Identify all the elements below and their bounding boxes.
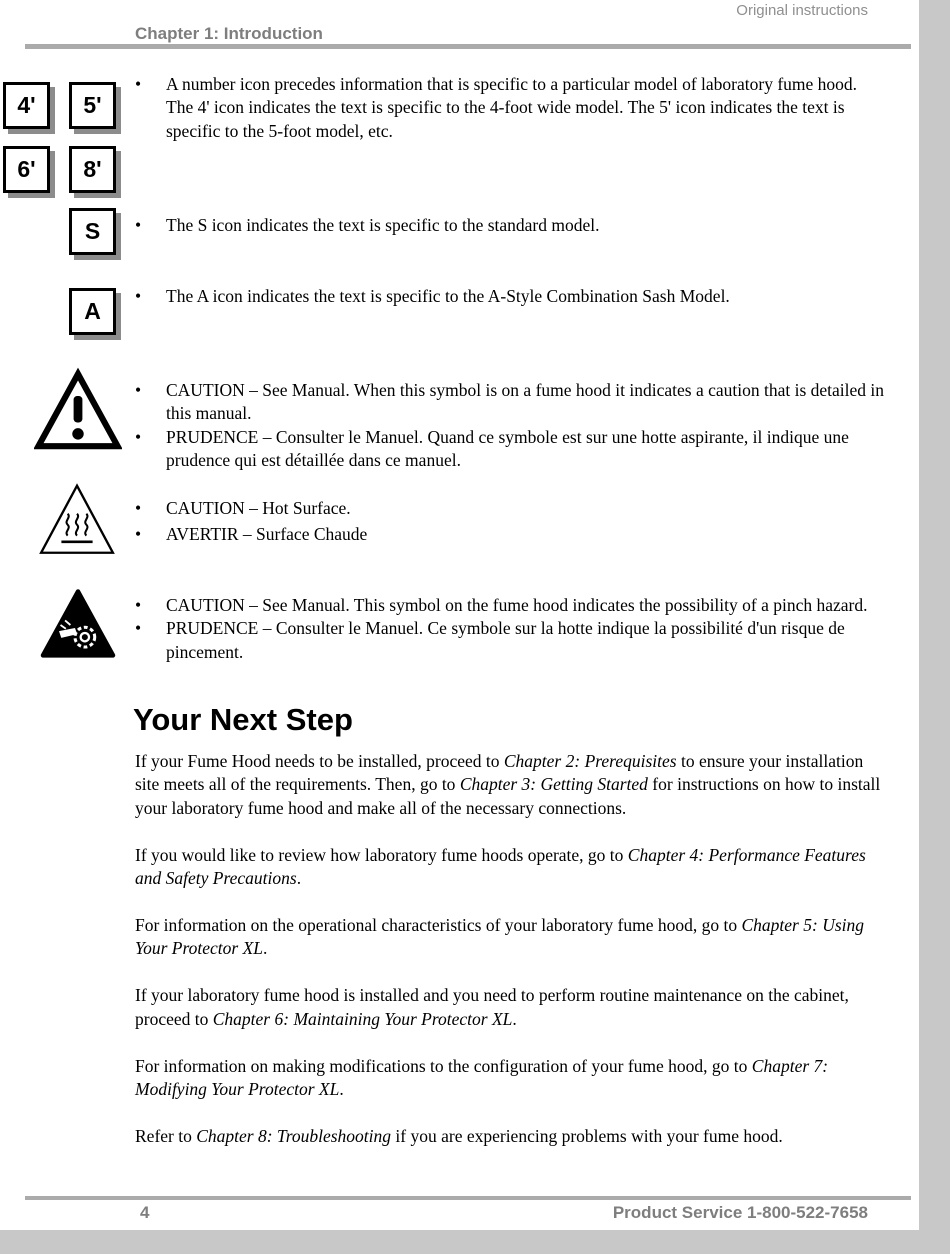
list-item [135,426,887,473]
list-item [135,497,887,520]
bullet-text: The A icon indicates the text is specific to the A-Style Combination Sash Model. [166,286,730,306]
list-item [135,523,887,546]
standard-model-icon: S [69,208,116,255]
list-item [135,594,887,617]
bullet-icon: • [135,524,142,545]
header-divider [25,44,911,49]
bullet-icon: • [135,215,142,235]
paragraph: If you would like to review how laboratory fume hoods operate, go to Chapter 4: Performance Features and Safety Precautions. [135,844,866,889]
paragraph: For information on the operational characteristics of your laboratory fume hood, go to Chapter 5: Using Your Protector XL. [135,915,864,959]
pinch-hazard-icon [40,586,116,664]
paragraph: For information on making modifications to the configuration of your fume hood, go to Chapter 7: Modifying Your Protector XL. [135,1055,829,1100]
chapter-header: Chapter 1: Introduction [135,24,323,43]
bullet-text: CAUTION – See Manual. When this symbol is on a fume hood it indicates a caution that is detailed in this manual. [166,380,885,424]
page-edge-bottom [0,1230,950,1254]
bullet-icon: • [135,595,142,615]
bullet-icon: • [135,74,142,94]
paragraph: If your Fume Hood needs to be installed, proceed to Chapter 2: Prerequisites to ensure your installation site meets all of the requirements. Then, go to Chapter 3: Getting Started for instructions on how to install your laboratory fume hood and make all of the necessary connections. [135,751,881,818]
bullet-group-model-icons [135,73,887,143]
list-item [135,285,887,308]
caution-see-manual-icon [34,364,122,458]
bullet-group-pinch-hazard [135,594,887,664]
model-6ft-icon: 6' [3,146,50,193]
list-item [135,617,887,664]
bullet-text: PRUDENCE – Consulter le Manuel. Quand ce symbole est sur une hotte aspirante, il indique une prudence qui est détaillée dans ce manuel. [166,426,849,471]
paragraph: If your laboratory fume hood is installed and you need to perform routine maintenance on the cabinet, proceed to Chapter 6: Maintaining Your Protector XL. [135,985,849,1029]
list-item [135,73,887,143]
page-number: 4 [140,1203,150,1222]
bullet-group-hot-surface [135,497,887,547]
bullet-text: PRUDENCE – Consulter le Manuel. Ce symbole sur la hotte indique la possibilité d'un risque de pincement. [166,618,845,662]
original-instructions-label: Original instructions [736,2,868,19]
model-8ft-icon: 8' [69,146,116,193]
bullet-text: CAUTION – Hot Surface. [166,498,351,518]
hot-surface-icon [38,480,116,560]
model-4ft-icon: 4' [3,82,50,129]
bullet-icon: • [135,426,142,447]
bullet-icon: • [135,498,142,518]
footer-divider [25,1196,911,1200]
bullet-text: CAUTION – See Manual. This symbol on the fume hood indicates the possibility of a pinch hazard. [166,595,868,615]
product-service-label: Product Service 1-800-522-7658 [612,1203,868,1222]
bullet-icon: • [135,380,142,400]
bullet-group-caution-manual [135,379,887,473]
section-title: Your Next Step [133,702,353,737]
list-item [135,214,887,237]
bullet-group-a-style-model [135,285,887,308]
page-edge-right [919,0,950,1254]
model-5ft-icon: 5' [69,82,116,129]
bullet-text: AVERTIR – Surface Chaude [166,524,368,545]
list-item [135,379,887,426]
bullet-group-standard-model [135,214,887,237]
bullet-icon: • [135,618,142,639]
bullet-icon: • [135,286,142,306]
paragraph: Refer to Chapter 8: Troubleshooting if you are experiencing problems with your fume hood. [135,1125,783,1146]
next-step-paragraphs [135,750,887,1172]
bullet-text: A number icon precedes information that is specific to a particular model of laboratory fume hood. The 4' icon indicates the text is specific to the 4-foot wide model. The 5' icon indicates the text is specific to the 5-foot model, etc. [166,74,858,141]
a-style-model-icon: A [69,288,116,335]
bullet-text: The S icon indicates the text is specific to the standard model. [166,215,600,235]
